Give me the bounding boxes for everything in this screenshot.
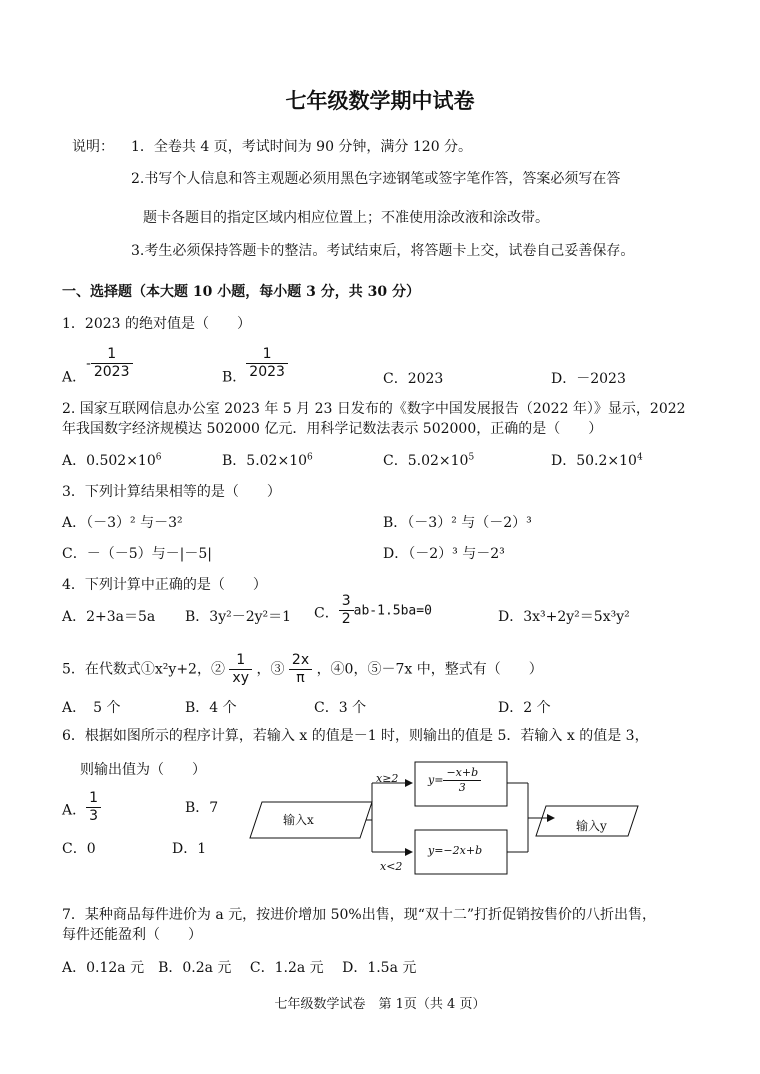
flow-input-label: 输入x [283, 813, 314, 827]
q1-stem: 1．2023 的绝对值是（ ） [62, 316, 251, 332]
page-title: 七年级数学期中试卷 [285, 88, 475, 113]
q1-option-c: C．2023 [383, 371, 444, 387]
page-footer: 七年级数学试卷 第 1页（共 4 页） [274, 997, 486, 1012]
q4-option-c: C． $\frac{3}{2}$ ab-1.5ba=0 [314, 593, 432, 627]
flow-cond-bottom: x<2 [380, 860, 403, 873]
q3-stem: 3．下列计算结果相等的是（ ） [62, 484, 281, 500]
q5-option-a: A． 5 个 [62, 700, 121, 716]
instruction-3: 3.考生必须保持答题卡的整洁。考试结束后，将答题卡上交，试卷自己妥善保存。 [131, 243, 635, 259]
q2-line1: 2. 国家互联网信息办公室 2023 年 5 月 23 日发布的《数字中国发展报告（2022 年）》显示，2022 [62, 401, 686, 417]
q5-option-d: D．2 个 [498, 700, 551, 716]
flow-output-label: 输入y [576, 819, 607, 833]
instruction-2b: 题卡各题目的指定区域内相应位置上；不准使用涂改液和涂改带。 [143, 210, 549, 226]
q7-line2: 每件还能盈利（ ） [62, 927, 202, 943]
q5-option-c: C．3 个 [314, 700, 367, 716]
instructions-label: 说明： [72, 139, 114, 155]
q2-option-b: B．$5.02\times 10^6$ [222, 452, 313, 469]
q1-option-d: D．－2023 [551, 371, 626, 387]
q6-option-d: D．1 [172, 841, 207, 857]
instruction-1: 1．全卷共 4 页，考试时间为 90 分钟，满分 120 分。 [131, 139, 473, 155]
q5-option-b: B．4 个 [185, 700, 237, 716]
q2-line2: 年我国数字经济规模达 502000 亿元．用科学记数法表示 502000，正确的是（ ） [62, 421, 603, 437]
q3-option-d: D．（－2）³ 与－2³ [383, 546, 505, 562]
q2-option-c: C．$5.02\times 10^5$ [383, 452, 475, 469]
q4-option-d: D．3x³+2y²＝5x³y² [498, 609, 630, 625]
q3-option-c: C．－（－5）与－|－5| [62, 546, 212, 562]
q7-options: A．0.12a 元 B．0.2a 元 C．1.2a 元 D．1.5a 元 [62, 960, 417, 976]
q3-option-a: A．（－3）² 与－3² [62, 515, 183, 531]
q6-line2: 则输出值为（ ） [80, 762, 206, 778]
q5-fraction-2: $\frac{1}{xy}$ [229, 652, 252, 687]
flow-bottom-formula: y=−2x+b [428, 844, 483, 857]
q4-option-b: B．3y²－2y²＝1 [185, 609, 292, 625]
q2-option-a: A．$0.502\times 10^6$ [62, 452, 162, 469]
flow-cond-top: x≥2 [376, 772, 399, 785]
q5-fraction-3: $\frac{2x}{\pi}$ [289, 652, 312, 687]
q6-option-c: C．0 [62, 841, 96, 857]
q6-option-b: B．7 [185, 800, 219, 816]
section-heading: 一、选择题（本大题 10 小题，每小题 3 分，共 30 分） [62, 284, 420, 300]
q2-option-d: D．$50.2\times 10^4$ [551, 452, 643, 469]
q1-option-a: A．- $\frac{1}{2023}$ [62, 346, 133, 387]
instruction-2a: 2.书写个人信息和答主观题必须用黑色字迹钢笔或签字笔作答，答案必须写在答 [131, 171, 621, 187]
flow-top-formula: y= $\frac{-x+b}{3}$ [428, 766, 481, 795]
q4-option-a: A．2+3a＝5a [62, 609, 156, 625]
q1-option-b: B． $\frac{1}{2023}$ [222, 346, 288, 387]
q5-stem: 5．在代数式①x²y+2，② $\frac{1}{xy}$ ，③ $\frac{2x}{\pi}$ ，④0，⑤－7x 中，整式有（ ） [62, 652, 543, 686]
q7-line1: 7．某种商品每件进价为 a 元，按进价增加 50%出售，现“双十二”打折促销按售价的八折出售， [62, 907, 657, 923]
q6-option-a: A． $\frac{1}{3}$ [62, 790, 101, 825]
q6-line1: 6．根据如图所示的程序计算，若输入 x 的值是－1 时，则输出的值是 5．若输入 x 的值是 3， [62, 728, 649, 744]
q4-stem: 4．下列计算中正确的是（ ） [62, 577, 267, 593]
q3-option-b: B．（－3）² 与（－2）³ [383, 515, 532, 531]
